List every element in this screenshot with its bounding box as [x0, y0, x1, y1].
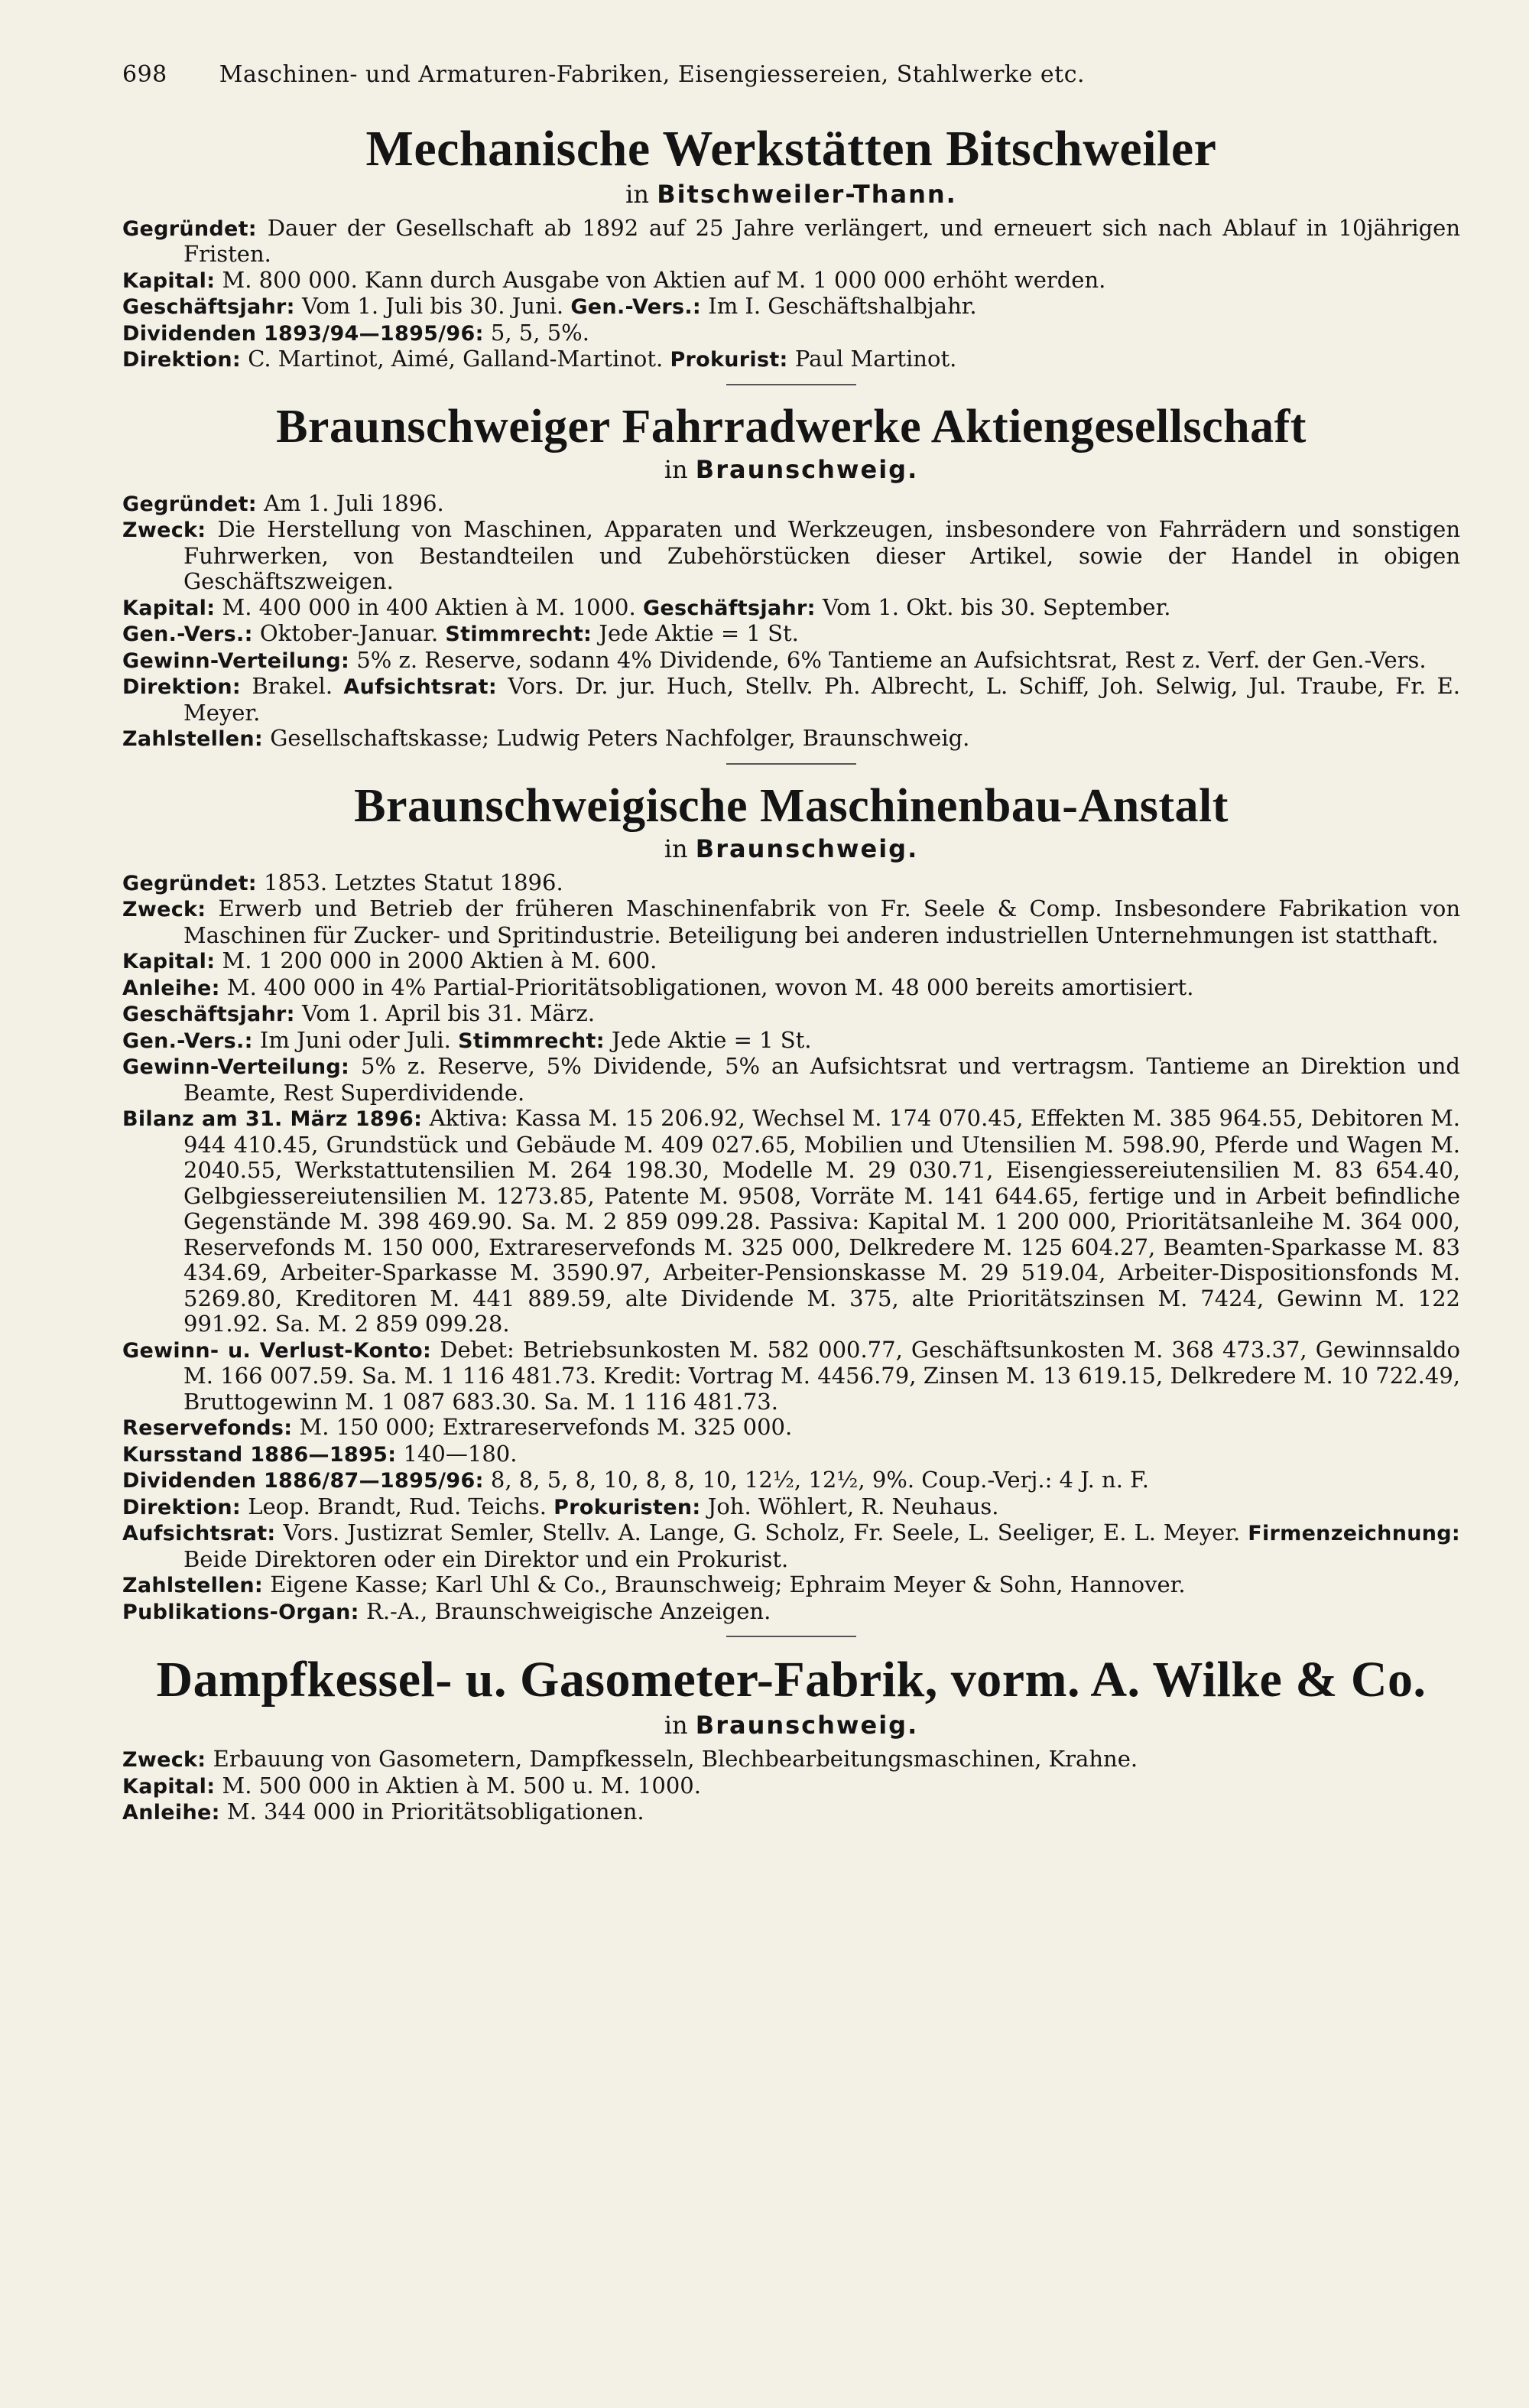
page-header	[122, 61, 1460, 88]
entry-label: Stimmrecht:	[458, 1029, 605, 1053]
company-location	[122, 179, 1460, 210]
location-prefix: in	[664, 454, 688, 484]
entry-label: Kapital:	[122, 596, 216, 620]
entry-text: Oktober-Januar.	[259, 620, 439, 647]
entry	[122, 726, 1460, 752]
company-title: Dampfkessel- u. Gasometer-Fabrik, vorm. A. Wilke & Co.	[156, 1652, 1427, 1708]
entry-label: Dividenden 1893/94—1895/96:	[122, 321, 484, 346]
entry-text: 5, 5, 5%.	[490, 319, 589, 346]
entry	[122, 1337, 1460, 1415]
entry-text: Gesellschaftskasse; Ludwig Peters Nachfolger, Braunschweig.	[270, 725, 970, 752]
entry-text: R.-A., Braunschweigische Anzeigen.	[366, 1597, 771, 1624]
entry-label: Direktion:	[122, 675, 241, 700]
entry-text: Debet: Betriebsunkosten M. 582 000.77, Geschäftsunkosten M. 368 473.37, Gewinnsaldo M. 166 007.59. Sa. M. 1 116 481.73. Kredit: Vortrag M. 4456.79, Zinsen M. 13 619.15, Delkredere M. 10 722.49, Bruttogewinn M. 1 087 683.30. Sa. M. 1 116 481.73.	[183, 1336, 1461, 1415]
entry-text: Vom 1. Juli bis 30. Juni.	[301, 293, 564, 320]
company-section	[122, 780, 1460, 1626]
entry-label: Geschäftsjahr:	[122, 295, 295, 320]
entry	[122, 1773, 1460, 1800]
entry-label: Gewinn- u. Verlust-Konto:	[122, 1338, 432, 1363]
entry-text: M. 400 000 in 400 Aktien à M. 1000.	[222, 593, 636, 620]
entry-label: Publikations-Organ:	[122, 1600, 359, 1624]
entry-label: Zweck:	[122, 518, 206, 543]
location-prefix: in	[625, 179, 650, 209]
entry-text: Vors. Dr. jur. Huch, Stellv. Ph. Albrecht, L. Schiff, Joh. Selwig, Jul. Traube, Fr. E. Meyer.	[183, 673, 1461, 726]
entry-text: M. 150 000; Extrareservefonds M. 325 000.	[299, 1414, 793, 1441]
company-location	[122, 1710, 1460, 1740]
entry-text: Erwerb und Betrieb der früheren Maschinenfabrik von Fr. Seele & Comp. Insbesondere Fabrikation von Maschinen für Zucker- und Spritindustrie. Beteiligung bei anderen industriellen Unternehmungen ist statthaft.	[183, 895, 1460, 948]
entry-text: M. 500 000 in Aktien à M. 500 u. M. 1000.	[222, 1772, 701, 1799]
entry-label: Aufsichtsrat:	[343, 675, 497, 700]
entry	[122, 674, 1460, 726]
entry-text: Vom 1. April bis 31. März.	[301, 1000, 596, 1027]
entry-label: Reservefonds:	[122, 1416, 293, 1441]
entry-text: 5% z. Reserve, sodann 4% Dividende, 6% Tantieme an Aufsichtsrat, Rest z. Verf. der Gen.-Vers.	[356, 646, 1427, 673]
entry-text: Im I. Geschäftshalbjahr.	[708, 293, 977, 320]
entry	[122, 1747, 1460, 1773]
entry	[122, 491, 1460, 518]
entry-text: Erbauung von Gasometern, Dampfkesseln, Blechbearbeitungsmaschinen, Krahne.	[213, 1746, 1138, 1773]
entry	[122, 1028, 1460, 1055]
entry	[122, 975, 1460, 1002]
entry-label: Bilanz am 31. März 1896:	[122, 1107, 423, 1132]
entry-label: Gen.-Vers.:	[122, 1029, 253, 1053]
entry-label: Gegründet:	[122, 216, 257, 241]
entry-label: Geschäftsjahr:	[642, 596, 816, 620]
entry	[122, 1054, 1460, 1106]
running-head: Maschinen- und Armaturen-Fabriken, Eisengiessereien, Stahlwerke etc.	[219, 61, 1086, 88]
entry-text: Jede Aktie = 1 St.	[599, 620, 799, 647]
entry-text: Leop. Brandt, Rud. Teichs.	[248, 1493, 547, 1519]
entry-label: Zweck:	[122, 1748, 206, 1773]
entry-text: M. 400 000 in 4% Partial-Prioritätsobligationen, wovon M. 48 000 bereits amortisiert.	[226, 973, 1194, 1000]
entry-label: Kapital:	[122, 268, 216, 293]
entry-text: Im Juni oder Juli.	[259, 1026, 451, 1053]
entry	[122, 320, 1460, 347]
entry	[122, 1467, 1460, 1494]
entry-label: Aufsichtsrat:	[122, 1522, 276, 1546]
entry-text: 8, 8, 5, 8, 10, 8, 8, 10, 12½, 12½, 9%. Coup.-Verj.: 4 J. n. F.	[490, 1467, 1149, 1493]
entry-label: Gegründet:	[122, 871, 257, 895]
company-section	[122, 122, 1460, 373]
location-place: Braunschweig.	[695, 454, 919, 484]
entry-text: 5% z. Reserve, 5% Dividende, 5% an Aufsichtsrat und vertragsm. Tantieme an Direktion und Beamte, Rest Superdividende.	[183, 1053, 1460, 1106]
entry-text: Vors. Justizrat Semler, Stellv. A. Lange, G. Scholz, Fr. Seele, L. Seeliger, E. L. Meyer.	[283, 1519, 1241, 1546]
location-place: Braunschweig.	[695, 834, 919, 863]
entry	[122, 1001, 1460, 1028]
entry-label: Anleihe:	[122, 976, 220, 1000]
entry-label: Gen.-Vers.:	[122, 622, 253, 647]
entry-label: Zweck:	[122, 898, 206, 922]
entry-text: Beide Direktoren oder ein Direktor und ein Prokurist.	[183, 1545, 789, 1572]
entry-label: Gegründet:	[122, 492, 257, 516]
section-divider	[726, 763, 856, 765]
entry-text: Vom 1. Okt. bis 30. September.	[822, 593, 1171, 620]
company-location	[122, 454, 1460, 485]
entry-text: C. Martinot, Aimé, Galland-Martinot.	[248, 346, 664, 372]
company-section	[122, 401, 1460, 752]
entry	[122, 1572, 1460, 1599]
location-prefix: in	[664, 834, 688, 863]
entry-text: 1853. Letztes Statut 1896.	[264, 869, 563, 895]
entry-label: Prokurist:	[670, 348, 788, 372]
company-title: Braunschweiger Fahrradwerke Aktiengesellschaft	[276, 400, 1307, 453]
location-prefix: in	[664, 1711, 688, 1740]
entry-text: Paul Martinot.	[794, 346, 957, 372]
entry-text: Die Herstellung von Maschinen, Apparaten und Werkzeugen, insbesondere von Fahrrädern und sonstigen Fuhrwerken, von Bestandteilen und Zubehörstücken dieser Artikel, sowie der Handel in obigen Geschäftszweigen.	[183, 516, 1460, 595]
entry-label: Geschäftsjahr:	[122, 1003, 295, 1027]
entry	[122, 648, 1460, 674]
entry-text: Aktiva: Kassa M. 15 206.92, Wechsel M. 174 070.45, Effekten M. 385 964.55, Debitoren M. 944 410.45, Grundstück und Gebäude M. 409 027.65, Mobilien und Utensilien M. 598.90, Pferde und Wagen M. 2040.55, Werkstattutensilien M. 264 198.30, Modelle M. 29 030.71, Eisengiessereiutensilien M. 83 654.40, Gelbgiessereiutensilien M. 1273.85, Patente M. 9508, Vorräte M. 141 644.65, fertige und in Arbeit befindliche Gegenstände M. 398 469.90. Sa. M. 2 859 099.28. Passiva: Kapital M. 1 200 000, Prioritätsanleihe M. 364 000, Reservefonds M. 150 000, Extrareservefonds M. 325 000, Delkredere M. 125 604.27, Beamten-Sparkasse M. 83 434.69, Arbeiter-Sparkasse M. 3590.97, Arbeiter-Pensionskasse M. 29 519.04, Arbeiter-Dispositionsfonds M. 5269.80, Kreditoren M. 441 889.59, alte Dividende M. 375, alte Prioritätszinsen M. 7424, Gewinn M. 122 991.92. Sa. M. 2 859 099.28.	[183, 1105, 1461, 1337]
entry-text: M. 344 000 in Prioritätsobligationen.	[226, 1799, 644, 1825]
entry-label: Stimmrecht:	[445, 622, 592, 647]
entry	[122, 1415, 1460, 1441]
entry-label: Kapital:	[122, 950, 216, 974]
entry-label: Dividenden 1886/87—1895/96:	[122, 1469, 484, 1493]
entry	[122, 216, 1460, 268]
entry	[122, 870, 1460, 897]
entry-text: Joh. Wöhlert, R. Neuhaus.	[707, 1493, 999, 1519]
entry-label: Firmenzeichnung:	[1248, 1522, 1460, 1546]
entry-text: 140—180.	[403, 1440, 518, 1467]
company-section	[122, 1652, 1460, 1825]
entry	[122, 1799, 1460, 1826]
entry	[122, 294, 1460, 320]
entry-text: M. 1 200 000 in 2000 Aktien à M. 600.	[222, 947, 657, 974]
entry-label: Gen.-Vers.:	[570, 295, 702, 320]
entry-text: Jede Aktie = 1 St.	[612, 1026, 812, 1053]
entry	[122, 1599, 1460, 1626]
entry-label: Kapital:	[122, 1774, 216, 1799]
company-title: Mechanische Werkstätten Bitschweiler	[365, 121, 1217, 177]
entry	[122, 595, 1460, 622]
entry	[122, 268, 1460, 294]
company-title: Braunschweigische Maschinenbau-Anstalt	[354, 779, 1229, 832]
entry-label: Direktion:	[122, 1495, 241, 1519]
section-divider	[726, 384, 856, 385]
entry-label: Prokuristen:	[553, 1495, 701, 1519]
entry	[122, 948, 1460, 975]
company-location	[122, 834, 1460, 864]
entry	[122, 621, 1460, 648]
entry-text: Brakel.	[252, 673, 333, 700]
entry	[122, 346, 1460, 373]
entry	[122, 1441, 1460, 1468]
entry-text: Eigene Kasse; Karl Uhl & Co., Braunschweig; Ephraim Meyer & Sohn, Hannover.	[270, 1571, 1186, 1598]
entry	[122, 896, 1460, 948]
entry-label: Zahlstellen:	[122, 1574, 264, 1598]
entry-label: Gewinn-Verteilung:	[122, 1055, 350, 1080]
entry	[122, 1106, 1460, 1337]
section-divider	[726, 1636, 856, 1637]
entry-label: Direktion:	[122, 348, 241, 372]
entry-label: Gewinn-Verteilung:	[122, 648, 350, 673]
entry-text: M. 800 000. Kann durch Ausgabe von Aktien auf M. 1 000 000 erhöht werden.	[222, 266, 1106, 293]
entry-label: Zahlstellen:	[122, 727, 264, 752]
entry-text: Am 1. Juli 1896.	[264, 489, 444, 516]
entry	[122, 517, 1460, 595]
location-place: Bitschweiler-Thann.	[657, 179, 957, 209]
entry	[122, 1494, 1460, 1521]
page-number: 698	[122, 61, 167, 88]
entry-label: Kursstand 1886—1895:	[122, 1442, 397, 1467]
entry-label: Anleihe:	[122, 1801, 220, 1825]
entry-text: Dauer der Gesellschaft ab 1892 auf 25 Jahre verlängert, und erneuert sich nach Ablauf in 10jährigen Fristen.	[183, 214, 1460, 268]
entry	[122, 1520, 1460, 1572]
location-place: Braunschweig.	[695, 1711, 919, 1740]
